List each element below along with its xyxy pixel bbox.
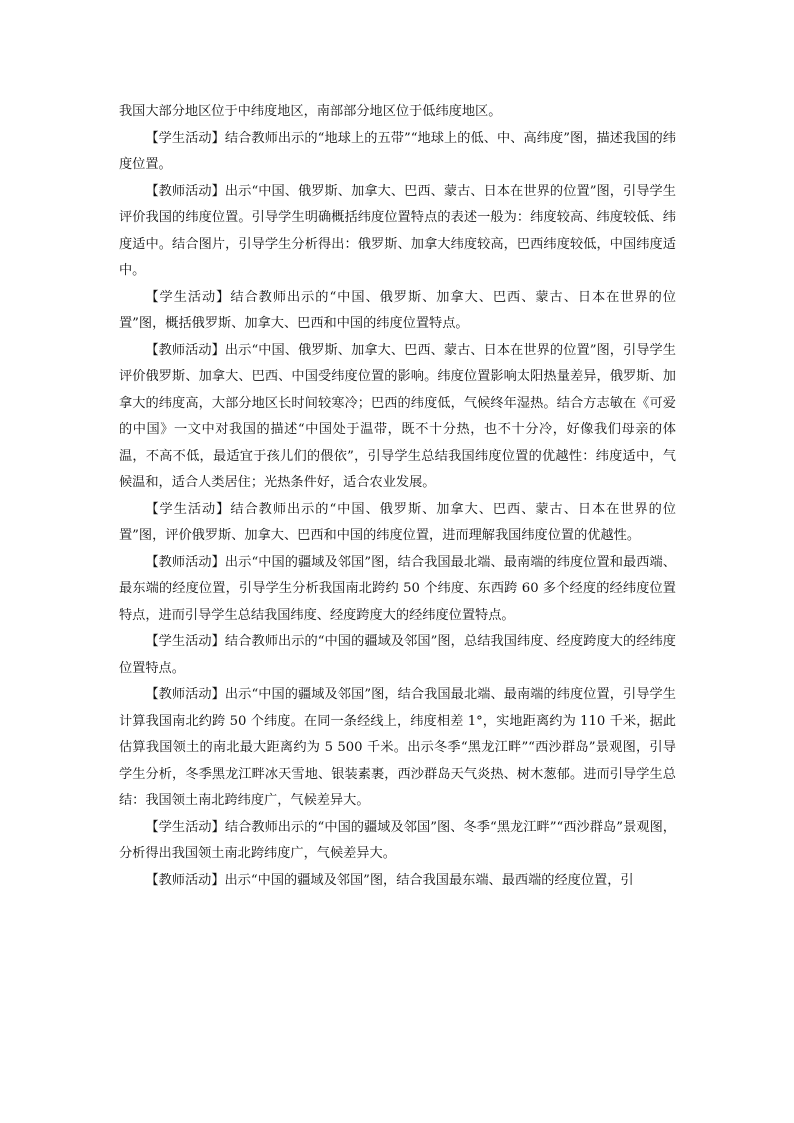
paragraph-5: 【教师活动】出示“中国、俄罗斯、加拿大、巴西、蒙古、日本在世界的位置”图，引导学生评价俄罗斯、加拿大、巴西、中国受纬度位置的影响。纬度位置影响太阳热量差异，俄罗斯、加拿大的纬度高，大部分地区长时间较寒冷；巴西的纬度低，气候终年湿热。结合方志敏在《可爱的中国》一文中对我国的描述“中国处于温带，既不十分热，也不十分冷，好像我们母亲的体温，不高不低，最适宜于孩儿们的偎依”，引导学生总结我国纬度位置的优越性：纬度适中，气候温和，适合人类居住；光热条件好，适合农业发展。 bbox=[119, 342, 676, 490]
paragraph-4: 【学生活动】结合教师出示的“中国、俄罗斯、加拿大、巴西、蒙古、日本在世界的位置”图，概括俄罗斯、加拿大、巴西和中国的纬度位置特点。 bbox=[119, 289, 676, 331]
paragraph-7: 【教师活动】出示“中国的疆域及邻国”图，结合我国最北端、最南端的纬度位置和最西端、最东端的经度位置，引导学生分析我国南北跨约 50 个纬度、东西跨 60 多个经度的经纬度位置特点，进而引导学生总结我国纬度、经度跨度大的经纬度位置特点。 bbox=[119, 554, 676, 623]
document-body bbox=[119, 99, 676, 894]
paragraph-3: 【教师活动】出示“中国、俄罗斯、加拿大、巴西、蒙古、日本在世界的位置”图，引导学生评价我国的纬度位置。引导学生明确概括纬度位置特点的表述一般为：纬度较高、纬度较低、纬度适中。结合图片，引导学生分析得出：俄罗斯、加拿大纬度较高，巴西纬度较低，中国纬度适中。 bbox=[119, 183, 676, 278]
paragraph-1: 我国大部分地区位于中纬度地区，南部部分地区位于低纬度地区。 bbox=[119, 104, 502, 119]
paragraph-2: 【学生活动】结合教师出示的“地球上的五带”“地球上的低、中、高纬度”图，描述我国的纬度位置。 bbox=[119, 130, 676, 172]
paragraph-6: 【学生活动】结合教师出示的“中国、俄罗斯、加拿大、巴西、蒙古、日本在世界的位置”图，评价俄罗斯、加拿大、巴西和中国的纬度位置，进而理解我国纬度位置的优越性。 bbox=[119, 501, 676, 543]
paragraph-10: 【学生活动】结合教师出示的“中国的疆域及邻国”图、冬季“黑龙江畔”“西沙群岛”景观图，分析得出我国领土南北跨纬度广，气候差异大。 bbox=[119, 819, 676, 861]
paragraph-8: 【学生活动】结合教师出示的“中国的疆域及邻国”图，总结我国纬度、经度跨度大的经纬度位置特点。 bbox=[119, 634, 676, 676]
paragraph-11: 【教师活动】出示“中国的疆域及邻国”图，结合我国最东端、最西端的经度位置，引 bbox=[145, 872, 634, 888]
paragraph-9: 【教师活动】出示“中国的疆域及邻国”图，结合我国最北端、最南端的纬度位置，引导学生计算我国南北约跨 50 个纬度。在同一条经线上，纬度相差 1°，实地距离约为 110 千米，据此估算我国领土的南北最大距离约为 5 500 千米。出示冬季“黑龙江畔”“西沙群岛”景观图，引导学生分析，冬季黑龙江畔冰天雪地、银装素裹，西沙群岛天气炎热、树木葱郁。进而引导学生总结：我国领土南北跨纬度广，气候差异大。 bbox=[119, 687, 676, 808]
